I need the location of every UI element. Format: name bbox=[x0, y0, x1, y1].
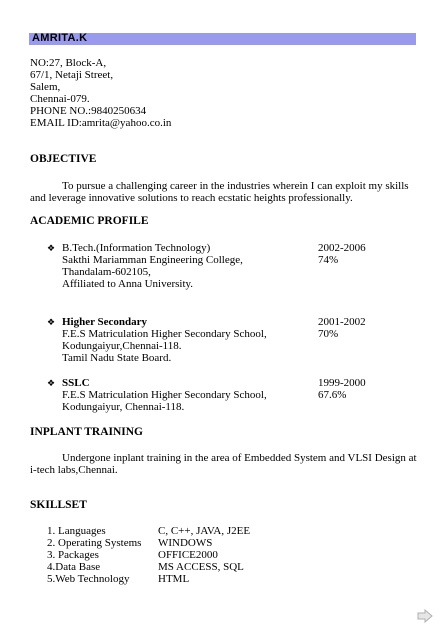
inplant-heading: INPLANT TRAINING bbox=[30, 426, 144, 438]
skill-label: 1. Languages bbox=[47, 525, 106, 537]
skill-value: OFFICE2000 bbox=[158, 549, 218, 561]
objective-heading: OBJECTIVE bbox=[30, 153, 97, 165]
degree-title: SSLC bbox=[62, 377, 90, 389]
degree-years: 1999-2000 bbox=[318, 377, 366, 389]
inplant-line-2: i-tech labs,Chennai. bbox=[30, 464, 118, 476]
institution-location: Kodungaiyur, Chennai-118. bbox=[62, 401, 185, 413]
diamond-bullet-icon: ❖ bbox=[47, 243, 56, 253]
address-line-4: Chennai-079. bbox=[30, 93, 90, 105]
candidate-name: AMRITA.K bbox=[32, 32, 88, 44]
skill-label: 4.Data Base bbox=[47, 561, 101, 573]
address-line-3: Salem, bbox=[30, 81, 61, 93]
institution-name: F.E.S Matriculation Higher Secondary School, bbox=[62, 389, 267, 401]
degree-title: B.Tech.(Information Technology) bbox=[62, 242, 211, 254]
degree-score: 70% bbox=[318, 328, 339, 340]
next-page-arrow-icon[interactable] bbox=[417, 609, 433, 623]
skill-label: 5.Web Technology bbox=[47, 573, 130, 585]
degree-years: 2001-2002 bbox=[318, 316, 366, 328]
skill-value: MS ACCESS, SQL bbox=[158, 561, 244, 573]
address-line-1: NO:27, Block-A, bbox=[30, 57, 107, 69]
skill-label: 2. Operating Systems bbox=[47, 537, 142, 549]
degree-years: 2002-2006 bbox=[318, 242, 366, 254]
skill-value: WINDOWS bbox=[158, 537, 213, 549]
skill-value: HTML bbox=[158, 573, 190, 585]
institution-location: Kodungaiyur,Chennai-118. bbox=[62, 340, 182, 352]
degree-score: 74% bbox=[318, 254, 339, 266]
objective-line-1: To pursue a challenging career in the industries wherein I can exploit my skills bbox=[62, 180, 409, 192]
institution-name: Sakthi Mariamman Engineering College, bbox=[62, 254, 243, 266]
skillset-heading: SKILLSET bbox=[30, 499, 87, 511]
academic-heading: ACADEMIC PROFILE bbox=[30, 215, 149, 227]
degree-score: 67.6% bbox=[318, 389, 347, 401]
skill-value: C, C++, JAVA, J2EE bbox=[158, 525, 251, 537]
phone-number: PHONE NO.:9840250634 bbox=[30, 105, 147, 117]
diamond-bullet-icon: ❖ bbox=[47, 378, 56, 388]
inplant-line-1: Undergone inplant training in the area of Embedded System and VLSI Design at bbox=[62, 452, 417, 464]
institution-location: Thandalam-602105, bbox=[62, 266, 151, 278]
address-line-2: 67/1, Netaji Street, bbox=[30, 69, 114, 81]
name-header-bar bbox=[29, 33, 416, 45]
skill-label: 3. Packages bbox=[47, 549, 99, 561]
objective-line-2: and leverage innovative solutions to reach ecstatic heights professionally. bbox=[30, 192, 353, 204]
institution-affiliation: Affiliated to Anna University. bbox=[62, 278, 194, 290]
institution-board: Tamil Nadu State Board. bbox=[62, 352, 172, 364]
institution-name: F.E.S Matriculation Higher Secondary School, bbox=[62, 328, 267, 340]
email-address: EMAIL ID:amrita@yahoo.co.in bbox=[30, 117, 172, 129]
degree-title: Higher Secondary bbox=[62, 316, 148, 328]
diamond-bullet-icon: ❖ bbox=[47, 317, 56, 327]
